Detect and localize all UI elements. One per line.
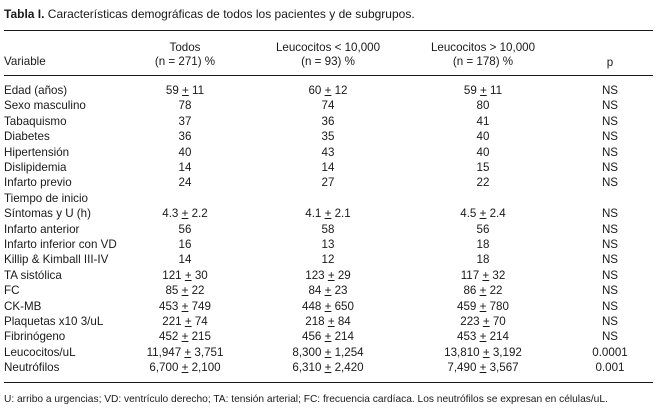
table-row [0, 84, 657, 98]
top-rule [4, 30, 653, 31]
cell-todos: 14 [178, 253, 192, 267]
cell-variable: Dislipidemia [4, 161, 67, 174]
cell-p: NS [601, 99, 619, 113]
cell-variable: CK-MB [4, 299, 42, 313]
cell-leucocitos-lt: 27 [321, 176, 335, 190]
cell-todos: 6,700 + 2,100 [149, 361, 221, 375]
cell-leucocitos-lt: 6,310 + 2,420 [292, 361, 364, 375]
cell-leucocitos-gt: 15 [476, 161, 490, 174]
cell-leucocitos-gt: 41 [476, 114, 490, 128]
table-label: Tabla I. [4, 7, 45, 21]
table-row [0, 223, 657, 237]
table-title [4, 7, 415, 21]
cell-variable: Tiempo de inicio [4, 191, 88, 205]
cell-leucocitos-gt: 18 [476, 253, 490, 267]
cell-variable: TA sistólica [4, 268, 62, 282]
cell-leucocitos-lt: 8,300 + 1,254 [292, 345, 364, 359]
header-p: p [606, 56, 614, 69]
cell-todos: 4.3 + 2.2 [162, 207, 208, 221]
cell-leucocitos-gt: 13,810 + 3,192 [444, 345, 522, 359]
cell-leucocitos-lt: 13 [321, 238, 335, 251]
cell-leucocitos-gt: 22 [476, 176, 490, 190]
table-row [0, 192, 657, 206]
cell-p: NS [601, 84, 619, 97]
cell-todos: 40 [178, 145, 192, 159]
cell-variable: Leucocitos/uL [4, 345, 76, 359]
cell-leucocitos-lt: 74 [321, 99, 335, 113]
cell-p: NS [601, 253, 619, 267]
cell-leucocitos-gt: 40 [476, 145, 490, 159]
cell-leucocitos-gt: 59 + 11 [463, 84, 503, 97]
table-row [0, 176, 657, 190]
header-leucocitos-gt [423, 41, 543, 69]
cell-p: NS [601, 207, 619, 221]
table-row [0, 253, 657, 267]
cell-todos: 24 [178, 176, 192, 190]
table-footnote: U: arribo a urgencias; VD: ventrículo derecho; TA: tensión arterial; FC: frecuencia cardíaca. Los neutrófilos se expresan en células/uL. [4, 394, 608, 405]
cell-leucocitos-gt: 223 + 70 [460, 315, 506, 328]
bottom-rule [4, 382, 653, 383]
cell-variable: Fibrinógeno [4, 330, 66, 344]
cell-p: NS [601, 238, 619, 251]
cell-leucocitos-lt: 456 + 214 [302, 330, 354, 344]
cell-leucocitos-gt: 56 [476, 222, 490, 236]
cell-todos: 11,947 + 3,751 [146, 345, 224, 359]
cell-variable: Síntomas y U (h) [4, 207, 91, 221]
header-todos-line1: Todos [169, 41, 201, 54]
table-row [0, 115, 657, 129]
cell-variable: Hipertensión [4, 145, 70, 159]
header-leucocitos-lt-line2: (n = 93) % [301, 55, 355, 68]
cell-variable: Edad (años) [4, 84, 68, 97]
cell-todos: 221 + 74 [162, 315, 208, 328]
cell-leucocitos-lt: 84 + 23 [308, 284, 348, 298]
cell-leucocitos-gt: 86 + 22 [463, 284, 503, 298]
table-row [0, 346, 657, 360]
cell-leucocitos-gt: 453 + 214 [457, 330, 509, 344]
cell-leucocitos-lt: 448 + 650 [302, 299, 354, 313]
header-leucocitos-lt [263, 41, 393, 69]
table-row [0, 300, 657, 314]
cell-p: NS [601, 284, 619, 298]
cell-variable: Infarto inferior con VD [4, 238, 117, 251]
cell-p: 0.0001 [592, 345, 628, 359]
cell-p: NS [601, 161, 619, 174]
cell-todos: 121 + 30 [162, 268, 208, 282]
cell-todos: 85 + 22 [165, 284, 205, 298]
cell-leucocitos-gt: 18 [476, 238, 490, 251]
table-row [0, 315, 657, 329]
cell-variable: Sexo masculino [4, 99, 86, 113]
header-leucocitos-gt-line2: (n = 178) % [452, 55, 514, 68]
cell-todos: 16 [178, 238, 192, 251]
cell-todos: 452 + 215 [159, 330, 211, 344]
cell-p: NS [601, 145, 619, 159]
cell-todos: 56 [178, 222, 192, 236]
cell-leucocitos-lt: 43 [321, 145, 335, 159]
cell-variable: Tabaquismo [4, 114, 67, 128]
cell-leucocitos-lt: 14 [321, 161, 335, 174]
header-todos [130, 41, 240, 69]
header-leucocitos-lt-line1: Leucocitos < 10,000 [275, 41, 381, 54]
table-caption: Características demográficas de todos los pacientes y de subgrupos. [44, 7, 415, 21]
cell-variable: Plaquetas x10 3/uL [4, 315, 104, 328]
header-variable: Variable [4, 55, 46, 68]
table-row [0, 146, 657, 160]
table-row [0, 284, 657, 298]
cell-variable: Infarto anterior [4, 222, 80, 236]
cell-p: NS [601, 130, 619, 144]
cell-leucocitos-lt: 58 [321, 222, 335, 236]
cell-variable: Diabetes [4, 130, 50, 144]
table-row [0, 330, 657, 344]
table-row [0, 361, 657, 375]
cell-variable: FC [4, 284, 20, 298]
cell-todos: 453 + 749 [159, 299, 211, 313]
table-row [0, 238, 657, 252]
cell-p: NS [601, 114, 619, 128]
table-row [0, 269, 657, 283]
cell-leucocitos-lt: 123 + 29 [305, 268, 351, 282]
cell-p: NS [601, 176, 619, 190]
cell-p: NS [601, 330, 619, 344]
cell-todos: 14 [178, 161, 192, 174]
cell-leucocitos-lt: 12 [321, 253, 335, 267]
table-row [0, 99, 657, 113]
cell-variable: Killip & Kimball III-IV [4, 253, 109, 267]
cell-variable: Neutrófilos [4, 361, 60, 375]
cell-todos: 36 [178, 130, 192, 144]
cell-todos: 37 [178, 114, 192, 128]
cell-leucocitos-gt: 117 + 32 [460, 268, 506, 282]
table-row [0, 161, 657, 175]
cell-leucocitos-lt: 4.1 + 2.1 [305, 207, 351, 221]
cell-leucocitos-gt: 459 + 780 [457, 299, 509, 313]
cell-todos: 59 + 11 [165, 84, 205, 97]
cell-leucocitos-gt: 4.5 + 2.4 [460, 207, 506, 221]
cell-todos: 78 [178, 99, 192, 113]
cell-leucocitos-gt: 80 [476, 99, 490, 113]
cell-p: NS [601, 268, 619, 282]
cell-p: NS [601, 315, 619, 328]
cell-leucocitos-lt: 60 + 12 [308, 84, 348, 97]
table-row [0, 207, 657, 221]
cell-leucocitos-lt: 35 [321, 130, 335, 144]
cell-leucocitos-gt: 40 [476, 130, 490, 144]
cell-variable: Infarto previo [4, 176, 72, 190]
cell-p: NS [601, 222, 619, 236]
header-rule [4, 75, 653, 76]
cell-leucocitos-gt: 7,490 + 3,567 [447, 361, 519, 375]
cell-p: NS [601, 299, 619, 313]
header-todos-line2: (n = 271) % [154, 55, 216, 68]
header-leucocitos-gt-line1: Leucocitos > 10,000 [430, 41, 536, 54]
cell-leucocitos-lt: 218 + 84 [305, 315, 351, 328]
table-row [0, 130, 657, 144]
cell-p: 0.001 [595, 361, 625, 375]
cell-leucocitos-lt: 36 [321, 114, 335, 128]
